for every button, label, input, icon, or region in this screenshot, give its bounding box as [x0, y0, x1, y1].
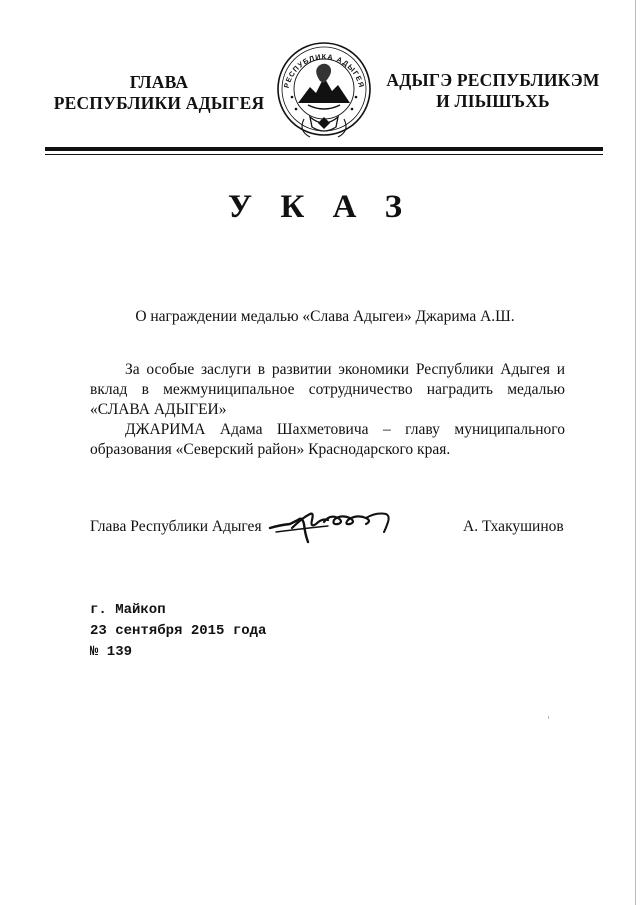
header-left-title: [48, 72, 270, 114]
document-footer: [90, 600, 266, 663]
footer-date: 23 сентября 2015 года: [90, 623, 267, 639]
document-body: [90, 360, 565, 460]
header-divider-thin: [45, 154, 603, 155]
header-left-line1: ГЛАВА: [129, 72, 189, 92]
header-divider-thick: [45, 147, 603, 151]
header-right-line1: АДЫГЭ РЕСПУБЛИКЭМ: [386, 70, 600, 90]
footer-city: г. Майкоп: [90, 602, 166, 618]
header-left-line2: РЕСПУБЛИКИ АДЫГЕЯ: [53, 93, 265, 113]
scan-speck: [548, 716, 549, 719]
scan-edge-line: [635, 0, 636, 905]
header-right-line2: И ЛІЫШЪХЬ: [436, 91, 550, 111]
body-paragraph-2: ДЖАРИМА Адама Шахметовича – главу муниципального образования «Северский район» Краснодарского края.: [90, 421, 565, 458]
footer-number: № 139: [90, 644, 133, 660]
document-subject: О награждении медалью «Слава Адыгеи» Джарима А.Ш.: [135, 308, 515, 325]
header-right-title: [384, 70, 602, 112]
handwritten-signature: [268, 498, 396, 548]
signatory-name: А. Тхакушинов: [463, 518, 564, 535]
document-title: У К А З: [227, 189, 413, 225]
signatory-title: Глава Республики Адыгея: [90, 518, 262, 535]
body-paragraph-1: За особые заслуги в развитии экономики Республики Адыгея и вклад в межмуниципальное сотрудничество наградить медалью «СЛАВА АДЫГЕИ»: [90, 361, 565, 418]
emblem-ring-text: РЕСПУБЛИКА АДЫГЕЯ: [281, 51, 367, 90]
coat-of-arms-icon: [270, 37, 378, 145]
